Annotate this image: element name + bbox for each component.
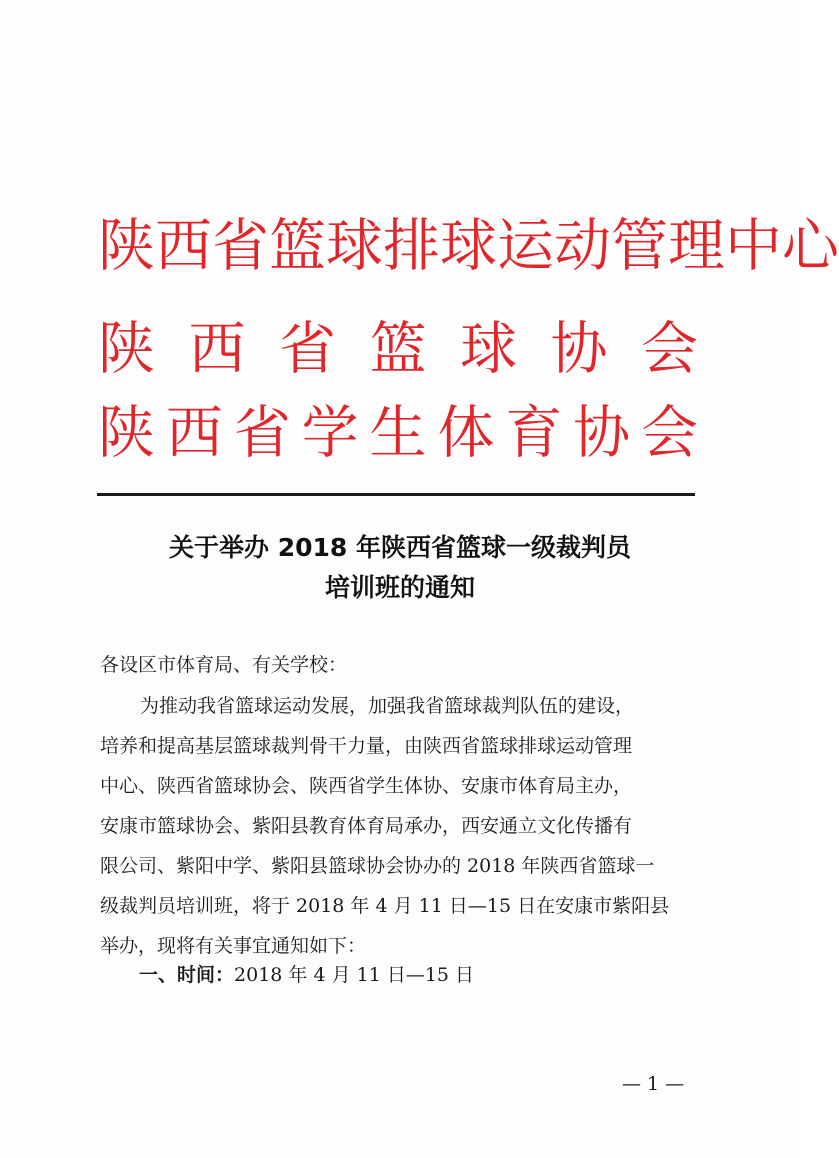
paragraph-line-4: 安康市篮球协会、紫阳县教育体育局承办，西安通立文化传播有 [100, 815, 633, 837]
section-time-label: 一、时间： [139, 964, 235, 986]
paragraph-line-2: 培养和提高基层篮球裁判骨干力量，由陕西省篮球排球运动管理 [100, 735, 633, 757]
paragraph-line-1: 为推动我省篮球运动发展，加强我省篮球裁判队伍的建设， [140, 695, 635, 717]
paragraph-line-7: 举办，现将有关事宜通知如下： [100, 935, 367, 957]
section-time-value: 2018 年 4 月 11 日—15 日 [234, 964, 475, 986]
notice-title-line1: 关于举办 2018 年陕西省篮球一级裁判员 [169, 533, 631, 562]
header-divider [97, 493, 695, 496]
paragraph-line-6: 级裁判员培训班，将于 2018 年 4 月 11 日—15 日在安康市紫阳县 [100, 895, 670, 917]
section-time [139, 966, 474, 985]
paragraph-line-5: 限公司、紫阳中学、紫阳县篮球协会协办的 2018 年陕西省篮球一 [100, 855, 655, 877]
header-org-basketball-association: 陕 西 省 篮 球 协 会 [98, 316, 698, 382]
header-org-basketball-volleyball-center: 陕 西 省 篮 球 排 球 运 动 管 理 中 心 [98, 213, 839, 279]
paragraph-line-3: 中心、陕西省篮球协会、陕西省学生体协、安康市体育局主办， [100, 775, 633, 797]
salutation: 各设区市体育局、有关学校： [100, 654, 348, 676]
header-org-student-sports-association: 陕 西 省 学 生 体 育 协 会 [98, 400, 698, 466]
notice-title-line2: 培训班的通知 [324, 573, 475, 602]
page-number: — 1 — [622, 1073, 685, 1095]
